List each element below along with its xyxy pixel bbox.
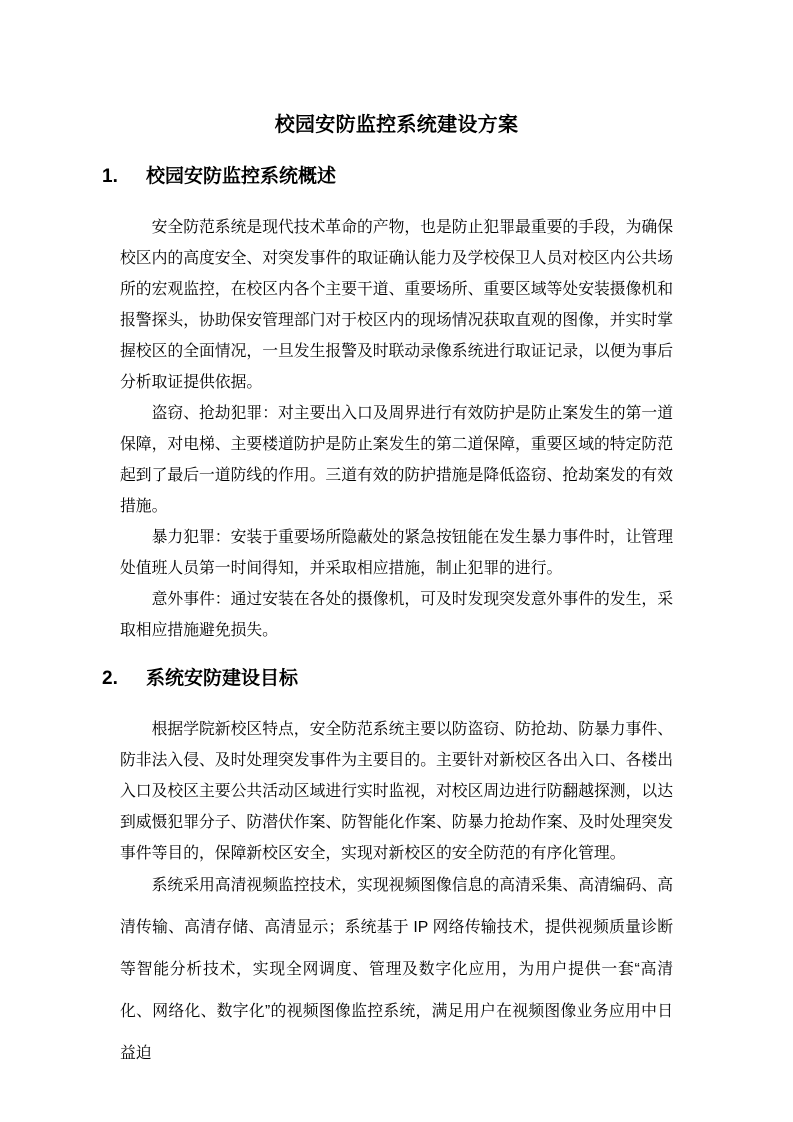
document-title: 校园安防监控系统建设方案 <box>274 114 519 136</box>
section-1-heading <box>102 164 673 190</box>
section-2-paragraph-2: 系统采用高清视频监控技术，实现视频图像信息的高清采集、高清编码、高清传输、高清存储、高清显示；系统基于 IP 网络传输技术，提供视频质量诊断等智能分析技术，实现全网调度、管理及数字化应用，为用户提供一套“高清化、网络化、数字化”的视频图像监控系统，满足用户在视频图像业务应用中日益迫 <box>120 877 673 1062</box>
section-1-paragraph-3: 暴力犯罪：安装于重要场所隐蔽处的紧急按钮能在发生暴力事件时，让管理处值班人员第一时间得知，并采取相应措施，制止犯罪的进行。 <box>120 529 673 577</box>
section-2-heading-text: 系统安防建设目标 <box>146 668 299 689</box>
section-1-number: 1. <box>102 166 118 187</box>
section-1-paragraph-2: 盗窃、抢劫犯罪：对主要出入口及周界进行有效防护是防止案发生的第一道保障，对电梯、主要楼道防护是防止案发生的第二道保障，重要区域的特定防范起到了最后一道防线的作用。三道有效的防护措施是降低盗窃、抢劫案发的有效措施。 <box>120 405 673 515</box>
section-1-heading-text: 校园安防监控系统概述 <box>146 166 337 187</box>
section-1-paragraph-4: 意外事件：通过安装在各处的摄像机，可及时发现突发意外事件的发生，采取相应措施避免损失。 <box>120 591 673 639</box>
section-2-heading <box>102 666 673 692</box>
section-2-number: 2. <box>102 668 118 689</box>
section-2-paragraph-1: 根据学院新校区特点，安全防范系统主要以防盗窃、防抢劫、防暴力事件、防非法入侵、及时处理突发事件为主要目的。主要针对新校区各出入口、各楼出入口及校区主要公共活动区域进行实时监视，对校区周边进行防翻越探测，以达到威慑犯罪分子、防潜伏作案、防智能化作案、防暴力抢劫作案、及时处理突发事件等目的，保障新校区安全，实现对新校区的安全防范的有序化管理。 <box>120 721 673 862</box>
section-1-paragraph-1: 安全防范系统是现代技术革命的产物，也是防止犯罪最重要的手段，为确保校区内的高度安全、对突发事件的取证确认能力及学校保卫人员对校区内公共场所的宏观监控，在校区内各个主要干道、重要场所、重要区域等处安装摄像机和报警探头，协助保安管理部门对于校区内的现场情况获取直观的图像，并实时掌握校区的全面情况，一旦发生报警及时联动录像系统进行取证记录，以便为事后分析取证提供依据。 <box>120 219 673 391</box>
